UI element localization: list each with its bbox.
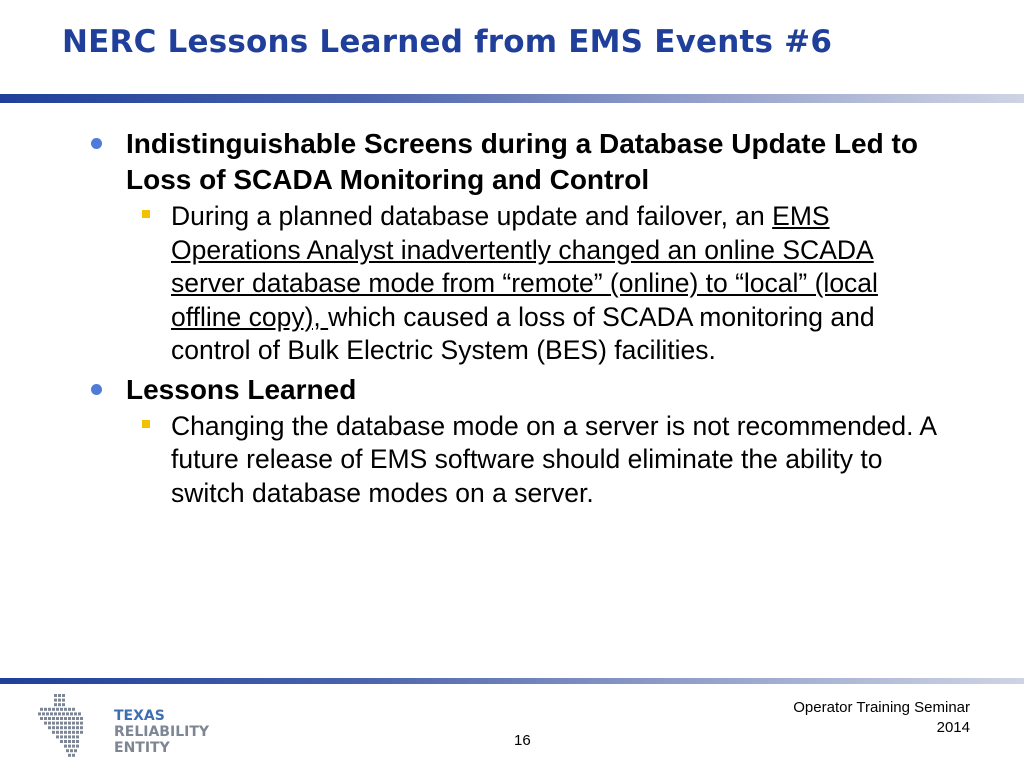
map-dot [56, 735, 59, 738]
bullet-2-sub [171, 410, 948, 511]
bullet-dot-icon [91, 138, 102, 149]
map-dot [62, 712, 65, 715]
map-dot [78, 712, 81, 715]
map-dot [74, 712, 77, 715]
map-dot [48, 722, 51, 725]
map-dot [60, 731, 63, 734]
map-dot [64, 726, 67, 729]
map-dot [52, 717, 55, 720]
map-dot [68, 717, 71, 720]
slide-title: NERC Lessons Learned from EMS Events #6 [62, 24, 833, 60]
map-dot [72, 740, 75, 743]
map-dot [66, 749, 69, 752]
map-dot [68, 726, 71, 729]
bullet-1-sub-text-before: During a planned database update and failover, an [171, 201, 773, 231]
map-dot [60, 726, 63, 729]
slide-body [88, 126, 948, 514]
map-dot [56, 726, 59, 729]
map-dot [64, 735, 67, 738]
map-dot [60, 708, 63, 711]
map-dot [58, 703, 61, 706]
bullet-1-heading: Indistinguishable Screens during a Database Update Led to Loss of SCADA Monitoring and Control [126, 128, 918, 195]
map-dot [68, 745, 71, 748]
map-dot [52, 731, 55, 734]
map-dot [68, 740, 71, 743]
map-dot [54, 694, 57, 697]
texas-map-icon [38, 694, 83, 757]
map-dot [56, 717, 59, 720]
map-dot [58, 712, 61, 715]
map-dot [46, 712, 49, 715]
map-dot [48, 708, 51, 711]
map-dot [64, 717, 67, 720]
map-dot [58, 694, 61, 697]
map-dot [58, 699, 61, 702]
map-dot [72, 726, 75, 729]
map-dot [76, 726, 79, 729]
map-dot [80, 726, 83, 729]
map-dot [68, 731, 71, 734]
map-dot [44, 717, 47, 720]
map-dot [50, 712, 53, 715]
bullet-2 [88, 372, 948, 408]
map-dot [60, 740, 63, 743]
map-dot [72, 708, 75, 711]
map-dot [72, 745, 75, 748]
bullet-1-sub-text-underlined: EMS Operations Analyst inadvertently changed an online SCADA server database mode from “remote” (online) to “local” (local offline copy), [171, 201, 878, 332]
map-dot [40, 708, 43, 711]
map-dot [52, 726, 55, 729]
map-dot [70, 712, 73, 715]
map-dot [38, 712, 41, 715]
map-dot [70, 749, 73, 752]
map-dot [56, 722, 59, 725]
texas-reliability-entity-logo [34, 690, 244, 760]
square-bullet-icon [142, 420, 150, 428]
map-dot [64, 731, 67, 734]
map-dot [76, 722, 79, 725]
map-dot [42, 712, 45, 715]
map-dot [62, 703, 65, 706]
logo-text-line3: ENTITY [114, 740, 170, 756]
map-dot [48, 726, 51, 729]
map-dot [54, 703, 57, 706]
map-dot [68, 735, 71, 738]
bullet-1-sub [171, 200, 948, 368]
map-dot [56, 731, 59, 734]
bullet-2-heading: Lessons Learned [126, 373, 357, 405]
square-bullet-icon [142, 210, 150, 218]
map-dot [76, 735, 79, 738]
bullet-dot-icon [91, 384, 102, 395]
bullet-1-sub-text-after: which caused a loss of SCADA monitoring and control of Bulk Electric System (BES) facilities. [171, 301, 875, 365]
map-dot [44, 708, 47, 711]
footer-seminar-name: Operator Training Seminar [793, 699, 970, 716]
map-dot [80, 717, 83, 720]
map-dot [76, 740, 79, 743]
map-dot [74, 749, 77, 752]
map-dot [68, 708, 71, 711]
map-dot [60, 722, 63, 725]
title-divider [0, 94, 1024, 103]
map-dot [52, 708, 55, 711]
bullet-2-sub-text: Changing the database mode on a server is not recommended. A future release of EMS software should eliminate the ability to switch database modes on a server. [171, 410, 936, 508]
map-dot [52, 722, 55, 725]
logo-text-line2: RELIABILITY [114, 724, 210, 740]
map-dot [54, 699, 57, 702]
map-dot [62, 694, 65, 697]
map-dot [66, 712, 69, 715]
map-dot [62, 699, 65, 702]
map-dot [68, 754, 71, 757]
map-dot [72, 717, 75, 720]
footer-divider [0, 678, 1024, 684]
map-dot [56, 708, 59, 711]
page-number: 16 [514, 732, 531, 749]
map-dot [54, 712, 57, 715]
map-dot [68, 722, 71, 725]
map-dot [80, 731, 83, 734]
footer-seminar [793, 698, 970, 738]
map-dot [60, 735, 63, 738]
map-dot [44, 722, 47, 725]
map-dot [80, 722, 83, 725]
map-dot [72, 722, 75, 725]
bullet-1 [88, 126, 948, 198]
map-dot [64, 740, 67, 743]
map-dot [60, 717, 63, 720]
footer-seminar-year: 2014 [936, 719, 970, 736]
map-dot [64, 708, 67, 711]
map-dot [76, 731, 79, 734]
map-dot [76, 717, 79, 720]
map-dot [40, 717, 43, 720]
map-dot [64, 745, 67, 748]
map-dot [64, 722, 67, 725]
logo-text-line1: TEXAS [114, 708, 165, 724]
map-dot [76, 745, 79, 748]
map-dot [72, 754, 75, 757]
map-dot [48, 717, 51, 720]
map-dot [72, 735, 75, 738]
map-dot [72, 731, 75, 734]
